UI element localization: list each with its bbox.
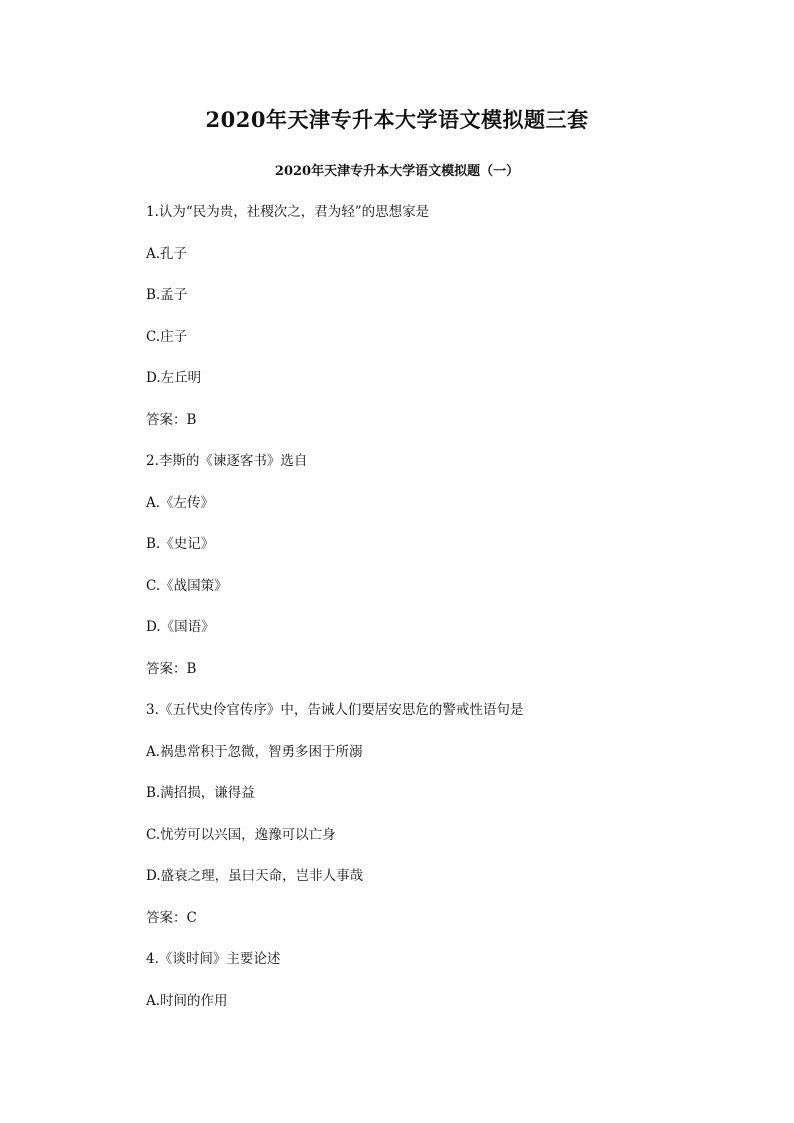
question-2-option-b: B.《史记》 [146,536,215,552]
question-2-option-c: C.《战国策》 [146,577,228,594]
question-3-answer: 答案：C [146,909,197,926]
question-3-option-a: A.祸患常积于忽微，智勇多困于所溺 [146,743,363,760]
question-1-stem: 1.认为“民为贵，社稷次之，君为轻”的思想家是 [146,204,430,220]
question-2-answer: 答案：B [146,660,197,677]
question-2-option-a: A.《左传》 [146,494,215,511]
question-1-option-c: C.庄子 [146,328,188,345]
document-title: 2020年天津专升本大学语文模拟题三套 [205,107,589,132]
document-subtitle: 2020年天津专升本大学语文模拟题（一） [274,164,520,179]
question-3-stem: 3.《五代史伶官传序》中，告诫人们要居安思危的警戒性语句是 [146,702,524,718]
question-2-stem: 2.李斯的《谏逐客书》选自 [146,453,308,469]
question-list [146,202,706,1032]
question-1-option-a: A.孔子 [146,245,188,262]
question-3-option-c: C.忧劳可以兴国，逸豫可以亡身 [146,826,336,843]
question-2-option-d: D.《国语》 [146,619,215,635]
question-3-option-b: B.满招损，谦得益 [146,785,255,801]
question-4-option-a: A.时间的作用 [146,992,228,1009]
question-1-option-d: D.左丘明 [146,370,202,386]
question-3-option-d: D.盛衰之理，虽曰天命，岂非人事哉 [146,868,364,884]
question-1-answer: 答案：B [146,411,197,428]
question-1-option-b: B.孟子 [146,287,188,303]
question-4-stem: 4.《谈时间》主要论述 [146,951,281,967]
